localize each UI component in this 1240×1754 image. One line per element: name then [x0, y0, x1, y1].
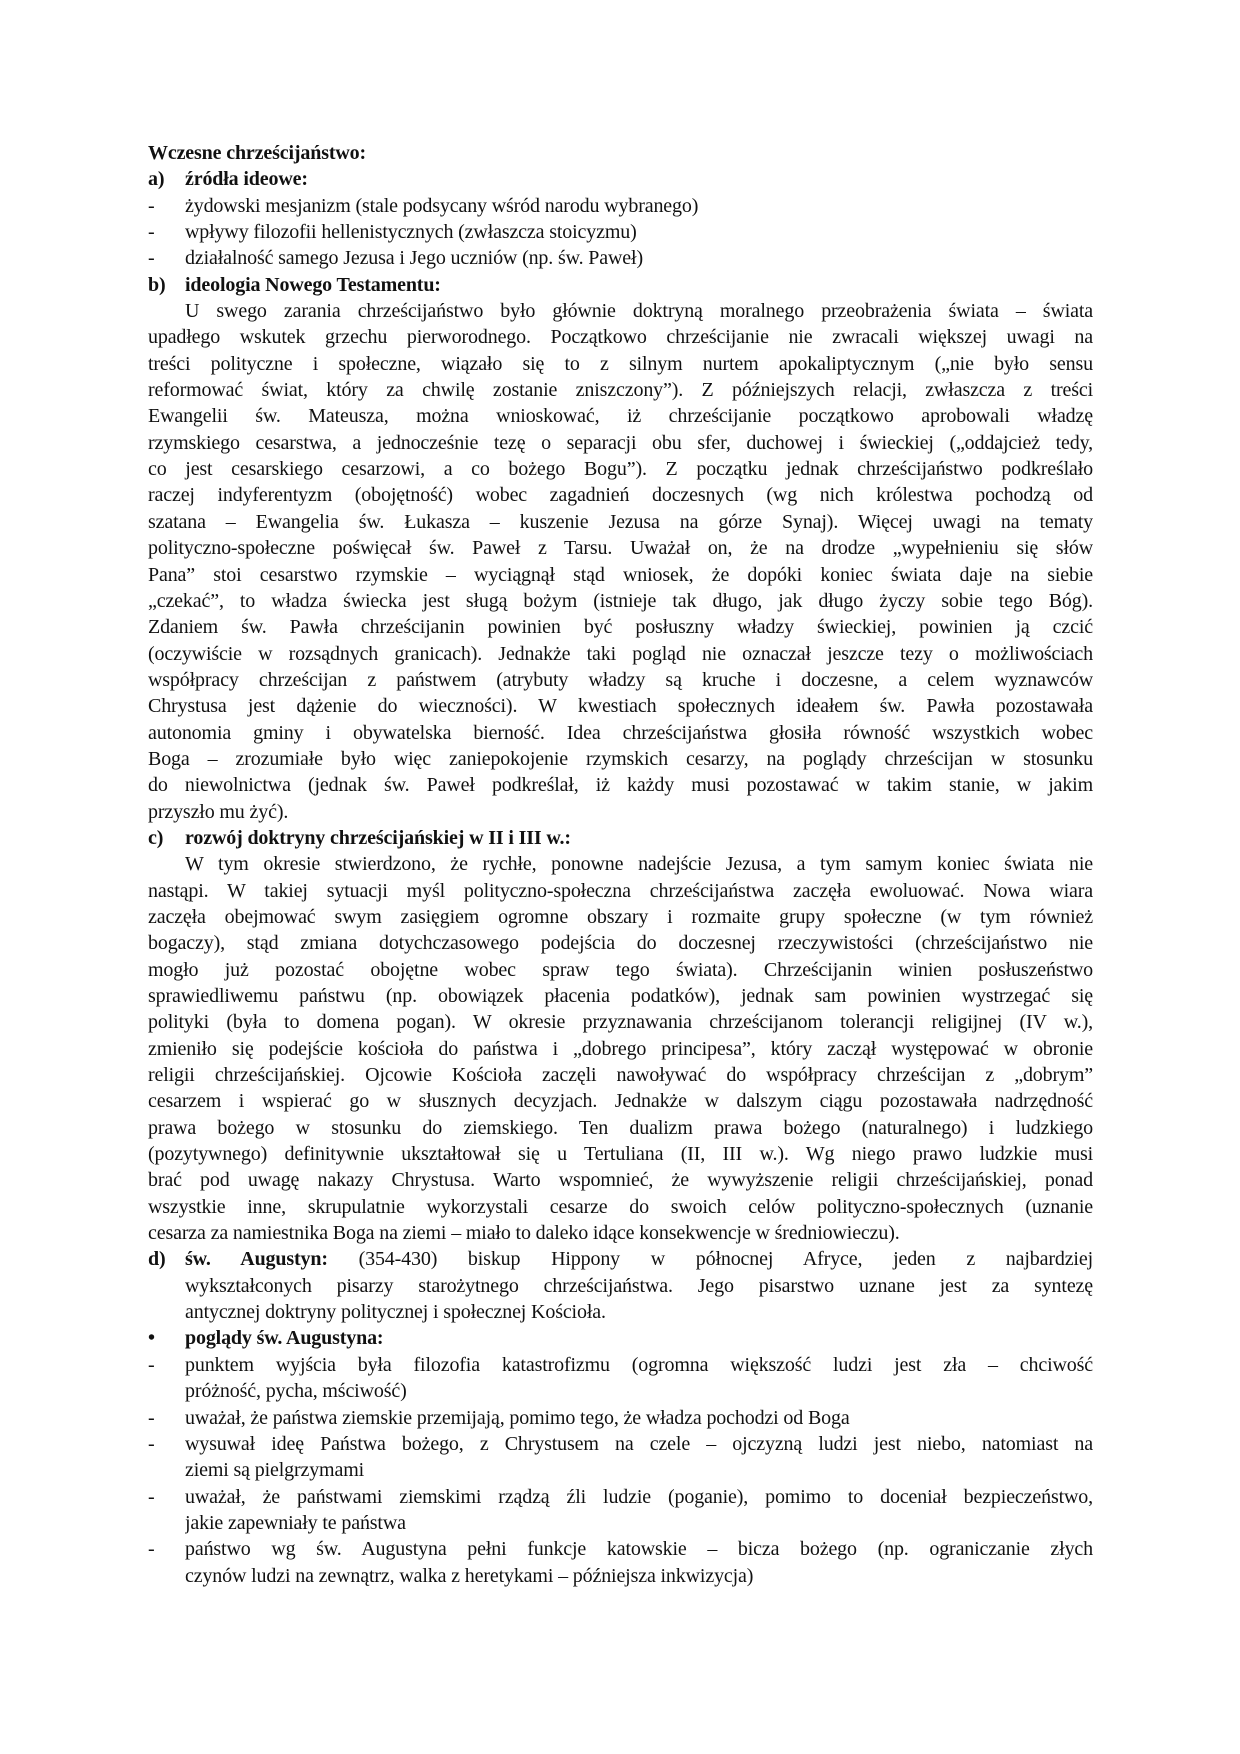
document-title: Wczesne chrześcijaństwo: — [148, 142, 366, 164]
list-item-text: działalność samego Jezusa i Jego uczniów (np. św. Paweł) — [185, 247, 643, 270]
list-item-line — [148, 245, 1093, 271]
paragraph-line — [148, 403, 1093, 429]
paragraph-text: zmieniło się podejście kościoła do państwa i „dobrego principesa”, który zaczął występować w obronie — [148, 1037, 1093, 1060]
list-item-text: ziemi są pielgrzymami — [185, 1459, 365, 1482]
paragraph-text: cesarza za namiestnika Boga na ziemi – miało to daleko idące konsekwencje w średniowieczu). — [148, 1222, 900, 1245]
paragraph-line — [148, 509, 1093, 535]
paragraph-text: treści polityczne i społeczne, wiązało się to z silnym nurtem apokaliptycznym („nie było sensu — [148, 352, 1093, 375]
paragraph-line — [148, 1194, 1093, 1220]
paragraph-text: Zdaniem św. Pawła chrześcijanin powinien być posłuszny władzy świeckiej, powinien ją czcić — [148, 616, 1093, 639]
list-item-text: uważał, że państwami ziemskimi rządzą źli ludzie (poganie), pomimo to doceniał bezpieczeństwo, — [185, 1485, 1093, 1508]
paragraph-line — [148, 614, 1093, 640]
paragraph-text: raczej indyferentyzm (obojętność) wobec zagadnień doczesnych (wg nich królestwa pochodzą od — [148, 484, 1093, 507]
paragraph-text: zaczęła obejmować swym zasięgiem ogromne obszary i rozmaite grupy społeczne (w tym również — [148, 905, 1093, 928]
paragraph-line — [148, 430, 1093, 456]
paragraph-text: W tym okresie stwierdzono, że rychłe, ponowne nadejście Jezusa, a tym samym koniec świata nie — [185, 853, 1093, 876]
list-marker: • — [148, 1327, 155, 1350]
entry-line — [148, 1246, 1093, 1272]
paragraph-line — [148, 957, 1093, 983]
list-item-text: żydowski mesjanizm (stale podsycany wśród narodu wybranego) — [185, 194, 699, 217]
paragraph-line — [148, 983, 1093, 1009]
para-block — [148, 298, 1093, 825]
paragraph-line — [148, 298, 1093, 324]
paragraph-line — [148, 456, 1093, 482]
paragraph-text: bogaczy), stąd zmiana dotychczasowego podejścia do doczesnej rzeczywistości (chrześcijaństwo nie — [148, 932, 1093, 955]
paragraph-text: rzymskiego cesarstwa, a jednocześnie tezę o separacji obu sfer, duchowej i świeckiej („oddajcież tedy, — [148, 431, 1093, 454]
list-marker: d) — [148, 1248, 166, 1271]
paragraph-text: szatana – Ewangelia św. Łukasza – kuszenie Jezusa na górze Synaj). Więcej uwagi na tematy — [148, 510, 1093, 533]
paragraph-text: współpracy chrześcijan z państwem (atrybuty władzy są kruche i doczesne, a celem wyznawców — [148, 668, 1093, 691]
paragraph-text: „czekać”, to władza świecka jest sługą bożym (istnieje tak długo, jak długo życzy sobie tego Bóg). — [148, 589, 1093, 612]
paragraph-line — [148, 904, 1093, 930]
paragraph-line — [148, 1115, 1093, 1141]
document-body — [148, 166, 1093, 1589]
list-item-line — [148, 1484, 1093, 1510]
entry-line — [148, 1273, 1093, 1299]
dash-bullet-icon: - — [148, 194, 155, 217]
paragraph-text: polityczno-społeczne poświęcał św. Paweł z Tarsu. Uważał on, że na drodze „wypełnieniu się słów — [148, 537, 1093, 560]
list-item-line — [148, 219, 1093, 245]
entry-text: (354-430) biskup Hippony w północnej Afryce, jeden z najbardziej — [358, 1248, 1093, 1271]
paragraph-line — [148, 720, 1093, 746]
paragraph-text: (pozytywnego) definitywnie ukształtował się u Tertuliana (II, III w.). Wg niego prawo ludzkie musi — [148, 1143, 1093, 1166]
paragraph-line — [148, 1220, 1093, 1246]
list-item-line — [148, 1378, 1093, 1404]
list-item-line — [148, 1431, 1093, 1457]
list-item-line — [148, 193, 1093, 219]
heading-block — [148, 825, 1093, 851]
paragraph-text: prawa bożego w stosunku do ziemskiego. Ten dualizm prawa bożego (naturalnego) i ludzkiego — [148, 1116, 1093, 1139]
list-item-line — [148, 1536, 1093, 1562]
entry-block — [148, 1246, 1093, 1325]
list-item-line — [148, 1457, 1093, 1483]
paragraph-text: cesarzem i wspierać go w słusznych decyzjach. Jednakże w dalszym ciągu pozostawała nadrzędność — [148, 1090, 1093, 1113]
paragraph-text: wszystkie inne, skrupulatnie wykorzystali cesarze do swoich celów polityczno-społecznych (uznanie — [148, 1195, 1093, 1218]
list-item-text: próżność, pycha, mściwość) — [185, 1380, 407, 1403]
paragraph-line — [148, 324, 1093, 350]
paragraph-text: Boga – zrozumiałe było więc zaniepokojenie rzymskich cesarzy, na poglądy chrześcijan w stosunku — [148, 747, 1093, 770]
paragraph-line — [148, 930, 1093, 956]
paragraph-text: reformować świat, który za chwilę zostanie zniszczony”). Z późniejszych relacji, zwłaszcza z treści — [148, 379, 1093, 402]
paragraph-line — [148, 641, 1093, 667]
bullet-block — [148, 193, 1093, 219]
bullet-block — [148, 1405, 1093, 1431]
entry-line — [148, 1299, 1093, 1325]
list-item-text: wpływy filozofii hellenistycznych (zwłaszcza stoicyzmu) — [185, 221, 637, 244]
list-item-text: czynów ludzi na zewnątrz, walka z heretykami – późniejsza inkwizycja) — [185, 1564, 754, 1587]
paragraph-text: sprawiedliwemu państwu (np. obowiązek płacenia podatków), jednak sam powinien wystrzegać się — [148, 985, 1093, 1007]
list-item-text: wysuwał ideę Państwa bożego, z Chrystusem na czele – ojczyzną ludzi jest niebo, natomiast na — [185, 1432, 1093, 1455]
paragraph-text: do niewolnictwa (jednak św. Paweł podkreślał, iż każdy musi pozostawać w takim stanie, w jakim — [148, 774, 1093, 797]
paragraph-text: polityki (była to domena pogan). W okresie przyznawania chrześcijanom tolerancji religijnej (IV w.), — [148, 1011, 1093, 1034]
list-item-text: jakie zapewniały te państwa — [185, 1511, 406, 1534]
dash-bullet-icon: - — [148, 1485, 155, 1508]
document-title-row — [148, 140, 1093, 166]
list-marker: c) — [148, 826, 164, 849]
paragraph-line — [148, 799, 1093, 825]
paragraph-line — [148, 535, 1093, 561]
paragraph-text: co jest cesarskiego cesarzowi, a co bożego Bogu”). Z początku jednak chrześcijaństwo podkreślało — [148, 458, 1093, 481]
dash-bullet-icon: - — [148, 1538, 155, 1561]
paragraph-line — [148, 351, 1093, 377]
paragraph-line — [148, 1062, 1093, 1088]
bullet-block — [148, 1484, 1093, 1537]
list-item-line — [148, 1510, 1093, 1536]
paragraph-line — [148, 1141, 1093, 1167]
list-item-text: państwo wg św. Augustyna pełni funkcje katowskie – bicza bożego (np. ograniczanie złych — [185, 1538, 1093, 1561]
list-item-line — [148, 1405, 1093, 1431]
paragraph-line — [148, 1009, 1093, 1035]
list-marker: a) — [148, 168, 165, 191]
bullet-block — [148, 1352, 1093, 1405]
entry-text: antycznej doktryny politycznej i społecznej Kościoła. — [185, 1301, 606, 1324]
bullet-block — [148, 219, 1093, 245]
section-heading — [148, 1325, 1093, 1351]
dash-bullet-icon: - — [148, 221, 155, 244]
list-item-text: punktem wyjścia była filozofia katastrofizmu (ogromna większość ludzi jest zła – chciwość — [185, 1353, 1093, 1376]
list-item-line — [148, 1563, 1093, 1589]
heading-block — [148, 272, 1093, 298]
paragraph-line — [148, 1088, 1093, 1114]
paragraph-text: Pana” stoi cesarstwo rzymskie – wyciągnął stąd wniosek, że dopóki koniec świata daje na siebie — [148, 563, 1093, 586]
paragraph-text: U swego zarania chrześcijaństwo było głównie doktryną moralnego przeobrażenia świata – świata — [185, 300, 1093, 323]
dash-bullet-icon: - — [148, 1406, 155, 1429]
paragraph-text: mogło już pozostać obojętne wobec spraw tego świata). Chrześcijanin winien posłuszeństwo — [148, 958, 1093, 981]
paragraph-text: nastąpi. W takiej sytuacji myśl polityczno-społeczna chrześcijaństwa zaczęła ewoluować. Nowa wiara — [148, 879, 1093, 902]
paragraph-line — [148, 746, 1093, 772]
heading-text: rozwój doktryny chrześcijańskiej w II i III w.: — [185, 826, 571, 849]
section-heading — [148, 166, 1093, 192]
entry-text: wykształconych pisarzy starożytnego chrześcijaństwa. Jego pisarstwo uznane jest za syntezę — [185, 1274, 1093, 1297]
paragraph-line — [148, 667, 1093, 693]
list-marker: b) — [148, 273, 166, 296]
heading-text: poglądy św. Augustyna: — [185, 1327, 384, 1350]
para-block — [148, 851, 1093, 1246]
dash-bullet-icon: - — [148, 1432, 155, 1455]
paragraph-text: Ewangelii św. Mateusza, można wnioskować, iż chrześcijanie początkowo aprobowali władzę — [148, 405, 1093, 428]
paragraph-line — [148, 851, 1093, 877]
heading-text: ideologia Nowego Testamentu: — [185, 273, 441, 296]
paragraph-text: brać pod uwagę nakazy Chrystusa. Warto wspomnieć, że wywyższenie religii chrześcijańskiej, ponad — [148, 1169, 1093, 1192]
paragraph-text: upadłego wskutek grzechu pierworodnego. Początkowo chrześcijanie nie zwracali większej uwagi na — [148, 326, 1093, 349]
paragraph-line — [148, 482, 1093, 508]
bullet-block — [148, 245, 1093, 271]
paragraph-text: przyszło mu żyć). — [148, 800, 289, 823]
paragraph-text: (oczywiście w rozsądnych granicach). Jednakże taki pogląd nie oznaczał jeszcze tezy o możliwościach — [148, 642, 1093, 665]
paragraph-line — [148, 377, 1093, 403]
list-item-line — [148, 1352, 1093, 1378]
heading-block — [148, 166, 1093, 192]
entry-first-line — [185, 1246, 1093, 1272]
paragraph-line — [148, 588, 1093, 614]
paragraph-text: autonomia gminy i obywatelska bierność. Idea chrześcijaństwa głosiła równość wszystkich wobec — [148, 721, 1093, 744]
paragraph-line — [148, 693, 1093, 719]
paragraph-line — [148, 1036, 1093, 1062]
dash-bullet-icon: - — [148, 247, 155, 270]
paragraph-text: religii chrześcijańskiej. Ojcowie Kościoła zaczęli nawoływać do współpracy chrześcijan z „dobrym” — [148, 1064, 1093, 1087]
paragraph-text: Chrystusa jest dążenie do wieczności). W kwestiach społecznych ideałem św. Pawła pozostawała — [148, 695, 1093, 718]
dash-bullet-icon: - — [148, 1353, 155, 1376]
document-page — [148, 140, 1093, 1589]
section-heading — [148, 272, 1093, 298]
heading-text: źródła ideowe: — [185, 168, 308, 191]
paragraph-line — [148, 562, 1093, 588]
paragraph-line — [148, 878, 1093, 904]
paragraph-line — [148, 1167, 1093, 1193]
list-item-text: uważał, że państwa ziemskie przemijają, pomimo tego, że władza pochodzi od Boga — [185, 1406, 850, 1429]
bullet-block — [148, 1431, 1093, 1484]
entry-heading: św. Augustyn: — [185, 1248, 328, 1271]
bullet-block — [148, 1536, 1093, 1589]
section-heading — [148, 825, 1093, 851]
paragraph-line — [148, 772, 1093, 798]
heading-block — [148, 1325, 1093, 1351]
